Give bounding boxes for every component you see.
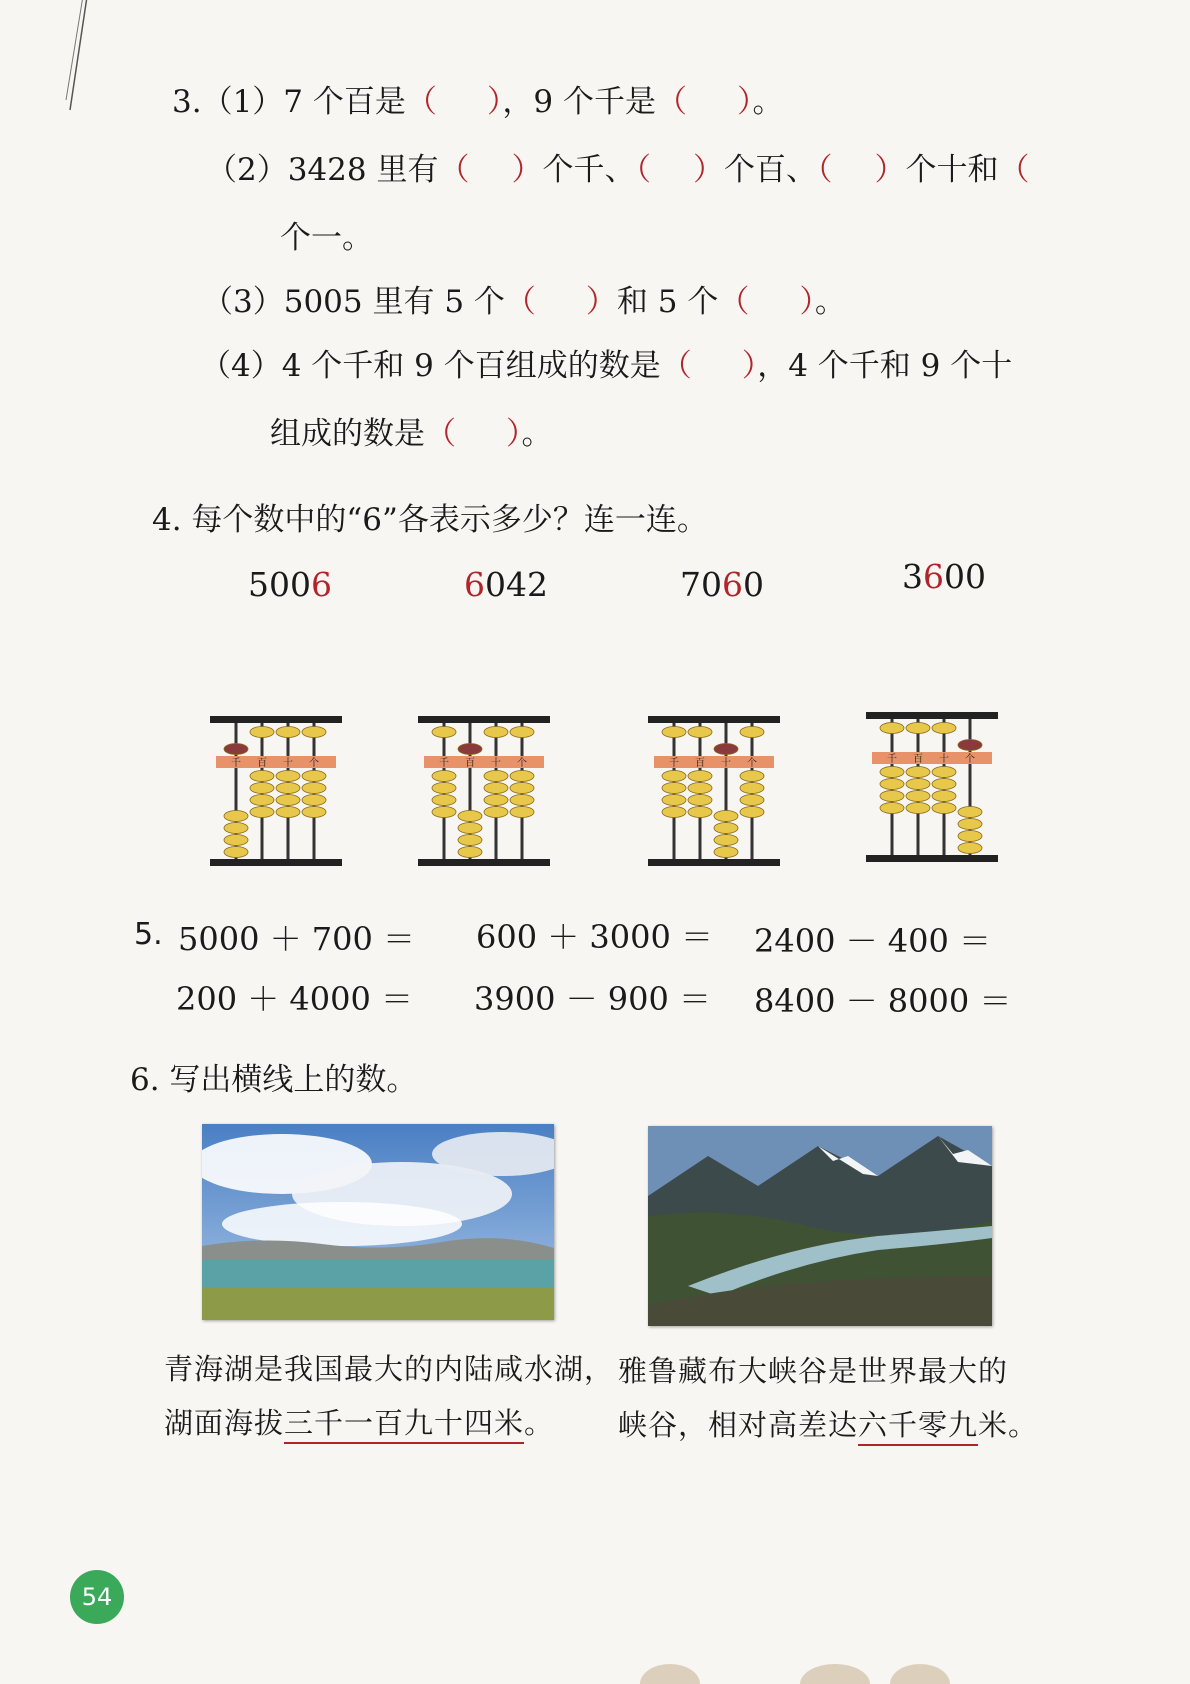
abacus-5006 — [206, 712, 346, 870]
abacus-bead — [958, 819, 982, 830]
abacus-bead — [740, 783, 764, 794]
abacus-bead — [906, 779, 930, 790]
abacus-bead — [250, 795, 274, 806]
abacus-bead — [688, 795, 712, 806]
abacus-bead — [906, 723, 930, 734]
q3-p2-s3: 个十和 — [905, 152, 999, 188]
abacus-bead — [510, 783, 534, 794]
blank-close: ） — [506, 416, 522, 452]
abacus-bead — [302, 795, 326, 806]
canyon-caption — [618, 1344, 1038, 1452]
qinghai-caption-line2: 湖面海拔三千一百九十四米。 — [164, 1396, 614, 1450]
qinghai-lake-photo — [202, 1124, 554, 1320]
abacus-bead — [510, 795, 534, 806]
abacus-bead — [250, 783, 274, 794]
abacus-bead — [880, 723, 904, 734]
abacus-bead — [932, 723, 956, 734]
abacus-bead — [276, 795, 300, 806]
abacus-bead — [958, 807, 982, 818]
q3-p4-s1: ，4 个千和 9 个十 — [757, 348, 1013, 384]
abacus-bead — [880, 791, 904, 802]
abacus-bead — [276, 807, 300, 818]
abacus-bead — [432, 783, 456, 794]
abacus-bead — [224, 811, 248, 822]
q4-number: 7060 — [680, 565, 764, 604]
abacus-bead — [432, 807, 456, 818]
page-number: 54 — [70, 1570, 124, 1624]
abacus-bead — [958, 843, 982, 854]
q3-part3 — [202, 282, 846, 322]
q3-p1-text: 3.（1）7 个百是 — [172, 84, 406, 120]
q3-p4-end: 。 — [521, 416, 553, 452]
blank-close: ） — [692, 152, 724, 188]
q5-expression: 5000 ＋ 700 ＝ — [178, 920, 416, 958]
abacus-bottom-bar — [418, 859, 550, 866]
abacus-top-bar — [210, 716, 342, 723]
abacus-bead — [458, 847, 482, 858]
abacus-bead — [958, 831, 982, 842]
q3-part2-cont — [280, 218, 373, 258]
q3-part2 — [206, 150, 1029, 190]
abacus-bead — [662, 783, 686, 794]
abacus-6042 — [414, 712, 554, 870]
abacus-bottom-bar — [648, 859, 780, 866]
abacus-place-label: 个 — [309, 758, 319, 769]
abacus-bead — [510, 727, 534, 738]
edge-scuff — [640, 1664, 700, 1684]
q5-expression: 600 ＋ 3000 ＝ — [476, 918, 714, 956]
blank-close: ） — [486, 84, 503, 120]
q3-p3-end: 。 — [814, 284, 846, 320]
abacus-bead — [484, 727, 508, 738]
abacus-bead — [484, 795, 508, 806]
abacus-bead — [224, 823, 248, 834]
canyon-caption-line2: 峡谷，相对高差达六千零九米。 — [618, 1398, 1038, 1452]
abacus-place-label: 百 — [913, 754, 923, 765]
edge-scuff — [800, 1664, 870, 1684]
q5-num: 5. — [134, 917, 163, 952]
qinghai-caption — [164, 1342, 614, 1450]
q3-p3-text: （3）5005 里有 5 个 — [202, 284, 505, 320]
blank-open: （ — [998, 152, 1030, 188]
abacus-top-bar — [418, 716, 550, 723]
abacus-place-label: 千 — [669, 758, 679, 769]
abacus-bead — [458, 744, 482, 755]
blank-close: ） — [799, 284, 815, 320]
q3-p4-cont: 组成的数是 — [270, 416, 425, 452]
q4-number: 5006 — [248, 565, 332, 604]
abacus-7060 — [644, 712, 784, 870]
abacus-bead — [250, 727, 274, 738]
blank-open: （ — [635, 152, 651, 188]
abacus-bead — [714, 847, 738, 858]
abacus-place-label: 十 — [721, 758, 731, 769]
abacus-3600 — [862, 708, 1002, 866]
q3-p2-cont: 个一。 — [280, 220, 373, 256]
abacus-place-label: 个 — [747, 758, 757, 769]
page-edge-mark — [62, 0, 92, 120]
abacus-place-label: 百 — [695, 758, 705, 769]
blank-close: ） — [511, 152, 543, 188]
abacus-bead — [276, 727, 300, 738]
abacus-bead — [906, 767, 930, 778]
abacus-bead — [740, 795, 764, 806]
blank-open: （ — [504, 284, 536, 320]
abacus-bead — [302, 771, 326, 782]
abacus-place-label: 百 — [257, 758, 267, 769]
abacus-bead — [740, 807, 764, 818]
abacus-bead — [302, 807, 326, 818]
q4-title-text: 4. 每个数中的“6”各表示多少？连一连。 — [152, 502, 708, 538]
q3-p4-text: （4）4 个千和 9 个百组成的数是 — [200, 348, 661, 384]
abacus-bead — [932, 767, 956, 778]
abacus-bead — [688, 771, 712, 782]
abacus-bead — [458, 835, 482, 846]
blank-open: （ — [718, 284, 750, 320]
abacus-bead — [484, 783, 508, 794]
abacus-bead — [458, 811, 482, 822]
q4-number: 3600 — [902, 557, 986, 596]
abacus-place-label: 千 — [231, 758, 241, 769]
abacus-bead — [880, 767, 904, 778]
qinghai-caption-line1: 青海湖是我国最大的内陆咸水湖， — [164, 1352, 615, 1386]
blank-close: ） — [736, 84, 753, 120]
abacus-bead — [432, 795, 456, 806]
blank-close: ） — [874, 152, 906, 188]
abacus-bead — [250, 807, 274, 818]
abacus-place-label: 十 — [939, 754, 949, 765]
abacus-place-label: 千 — [439, 758, 449, 769]
blank-close: ） — [741, 348, 758, 384]
abacus-bead — [224, 847, 248, 858]
blank-open: （ — [655, 84, 687, 120]
blank-open: （ — [438, 152, 470, 188]
abacus-bead — [932, 779, 956, 790]
abacus-bottom-bar — [210, 859, 342, 866]
abacus-bead — [432, 771, 456, 782]
canyon-caption-line1: 雅鲁藏布大峡谷是世界最大的 — [618, 1354, 1009, 1388]
abacus-top-bar — [648, 716, 780, 723]
q3-p2-text: （2）3428 里有 — [206, 152, 439, 188]
abacus-bead — [906, 803, 930, 814]
abacus-bead — [958, 740, 982, 751]
q3-p2-s1: 个千、 — [542, 152, 636, 188]
abacus-bead — [662, 771, 686, 782]
underlined-number: 三千一百九十四米 — [284, 1406, 524, 1444]
abacus-bead — [458, 823, 482, 834]
abacus-bead — [250, 771, 274, 782]
abacus-bead — [484, 771, 508, 782]
q3-p2-s2: 个百、 — [723, 152, 817, 188]
abacus-bead — [276, 771, 300, 782]
yarlung-canyon-photo — [648, 1126, 992, 1326]
abacus-bead — [302, 727, 326, 738]
q5-expression: 200 ＋ 4000 ＝ — [176, 980, 414, 1018]
abacus-bead — [688, 807, 712, 818]
q4-number: 6042 — [464, 565, 548, 604]
abacus-bead — [224, 835, 248, 846]
q5-expression: 2400 － 400 ＝ — [754, 922, 992, 960]
abacus-bead — [932, 803, 956, 814]
q5-expression: 3900 － 900 ＝ — [474, 980, 712, 1018]
abacus-bead — [688, 727, 712, 738]
q4-title — [152, 500, 708, 540]
abacus-bead — [740, 727, 764, 738]
abacus-place-label: 百 — [465, 758, 475, 769]
q3-part1 — [172, 82, 783, 122]
blank-close: ） — [585, 284, 617, 320]
abacus-bead — [276, 783, 300, 794]
abacus-bead — [714, 835, 738, 846]
q6-title-text: 6. 写出横线上的数。 — [130, 1062, 418, 1098]
abacus-bead — [662, 727, 686, 738]
abacus-place-label: 十 — [491, 758, 501, 769]
abacus-bead — [740, 771, 764, 782]
blank-open: （ — [660, 348, 692, 384]
abacus-bead — [302, 783, 326, 794]
abacus-bead — [932, 791, 956, 802]
abacus-bead — [510, 771, 534, 782]
abacus-bead — [714, 744, 738, 755]
abacus-place-label: 十 — [283, 758, 293, 769]
abacus-bead — [906, 791, 930, 802]
abacus-place-label: 千 — [887, 754, 897, 765]
abacus-bead — [224, 744, 248, 755]
abacus-bottom-bar — [866, 855, 998, 862]
abacus-bead — [714, 811, 738, 822]
abacus-bead — [510, 807, 534, 818]
underlined-number: 六千零九 — [858, 1408, 978, 1446]
blank-open: （ — [816, 152, 833, 188]
abacus-bead — [714, 823, 738, 834]
blank-open: （ — [425, 416, 456, 452]
abacus-bead — [880, 803, 904, 814]
q3-p1-mid: ，9 个千是 — [502, 84, 656, 120]
abacus-bead — [484, 807, 508, 818]
q3-p1-end: 。 — [752, 84, 784, 120]
abacus-bead — [688, 783, 712, 794]
abacus-bead — [662, 807, 686, 818]
abacus-place-label: 个 — [517, 758, 527, 769]
abacus-bead — [880, 779, 904, 790]
q6-title — [130, 1060, 417, 1100]
abacus-place-label: 个 — [965, 754, 975, 765]
blank-open: （ — [405, 84, 437, 120]
abacus-top-bar — [866, 712, 998, 719]
q3-part4 — [200, 346, 1012, 386]
abacus-bead — [662, 795, 686, 806]
q3-p3-s1: 和 5 个 — [616, 284, 719, 320]
q3-part4-cont — [270, 414, 553, 454]
edge-scuff — [890, 1664, 950, 1684]
q5-expression: 8400 － 8000 ＝ — [754, 982, 1012, 1020]
abacus-bead — [432, 727, 456, 738]
